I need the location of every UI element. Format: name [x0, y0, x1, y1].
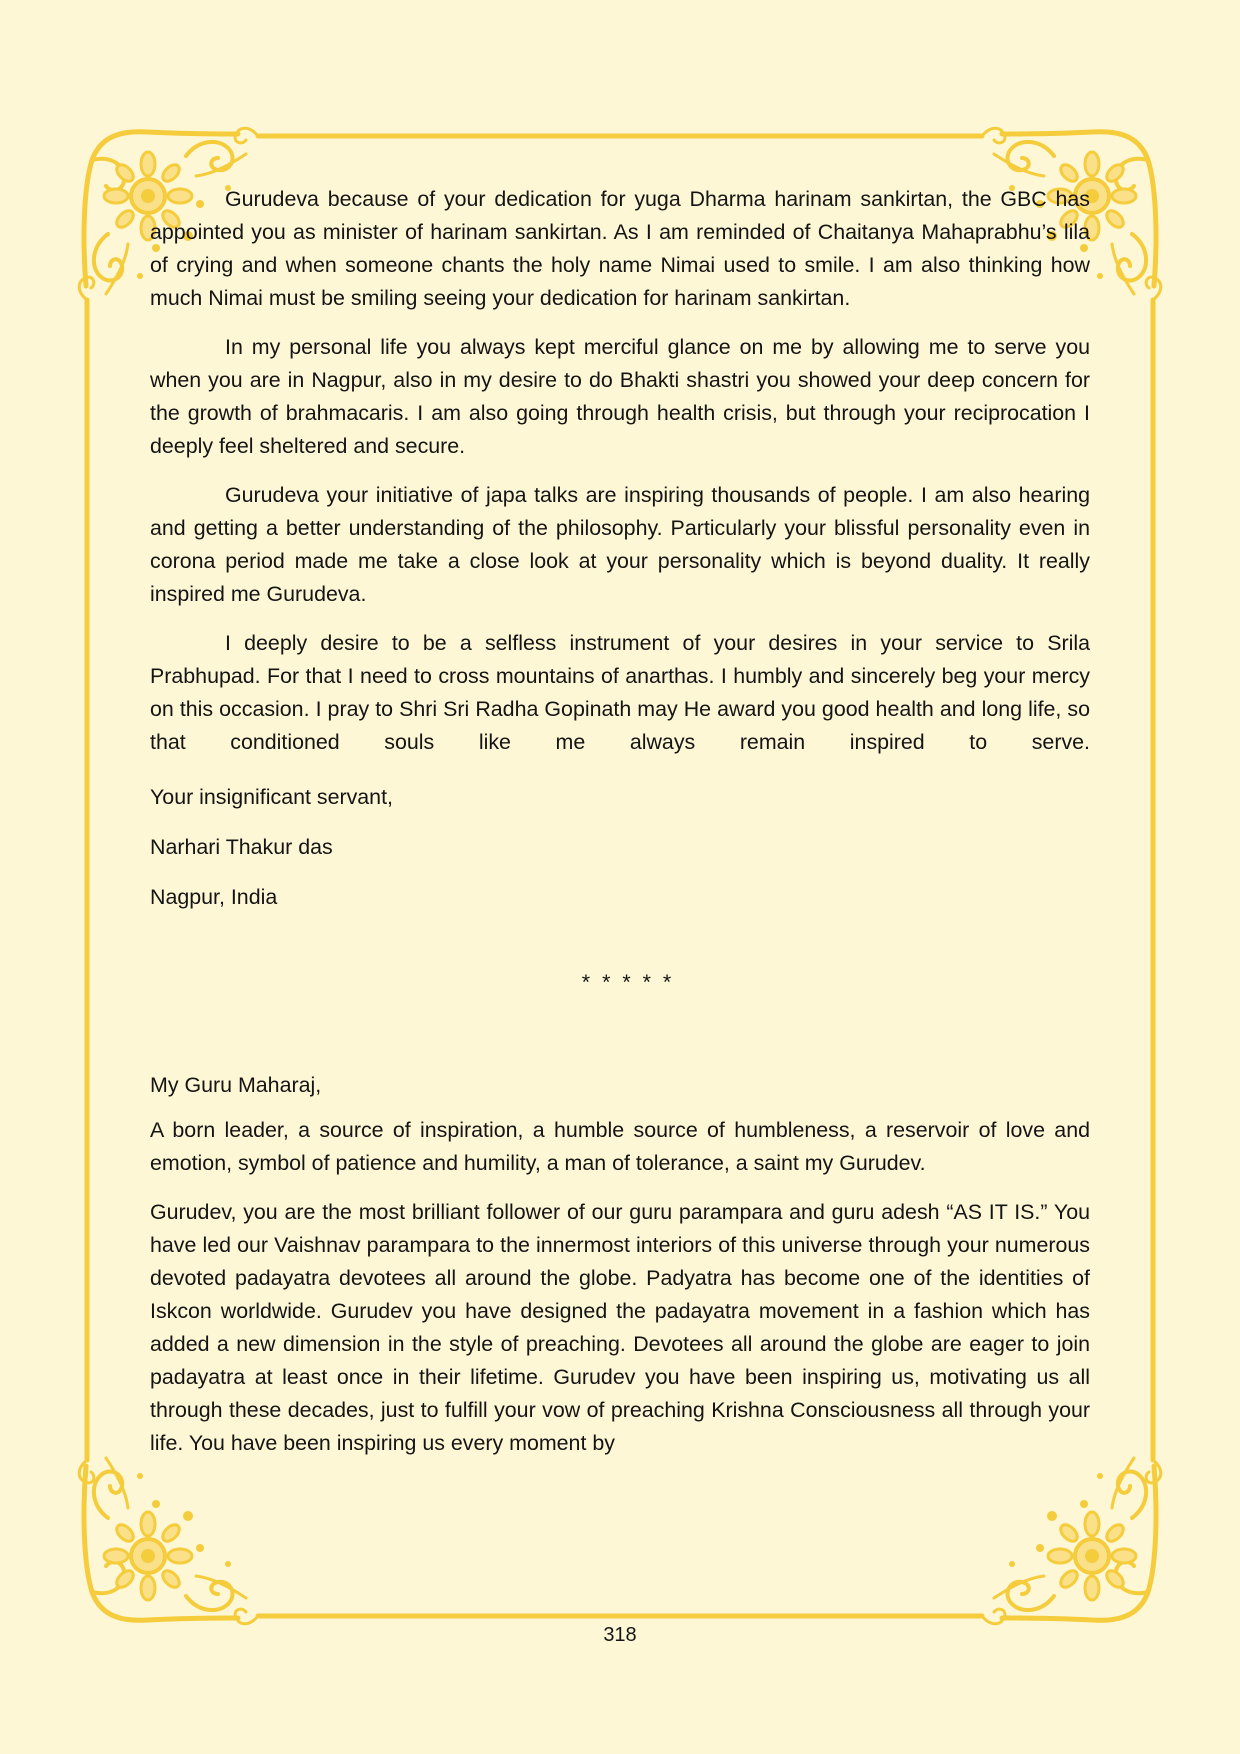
letter-paragraph: I deeply desire to be a selfless instrument of your desires in your service to Srila Prabhupad. For that I need to cross mountains of anarthas. I humbly and sincerely beg your mercy on this occasion. I pray to Shri Sri Radha Gopinath may He award you good health and long life, so that conditioned souls like me always remain inspired to serve.: [150, 631, 1090, 754]
letter-salutation: My Guru Maharaj,: [150, 1073, 322, 1097]
letter-paragraph: In my personal life you always kept merciful glance on me by allowing me to serve you when you are in Nagpur, also in my desire to do Bhakti shastri you showed your deep concern for the growth of brahmacaris. I am also going through health crisis, but through your reciprocation I deeply feel sheltered and secure.: [150, 335, 1090, 458]
floral-corner-icon: [84, 1458, 246, 1620]
letter-location: Nagpur, India: [150, 885, 278, 909]
letter-paragraph: A born leader, a source of inspiration, a humble source of humbleness, a reservoir of love and emotion, symbol of patience and humility, a man of tolerance, a saint my Gurudev.: [150, 1118, 1090, 1175]
letter-signature: Narhari Thakur das: [150, 835, 333, 859]
letter-closing: Your insignificant servant,: [150, 785, 393, 809]
page-number: 318: [603, 1624, 637, 1646]
letter-paragraph: Gurudeva because of your dedication for yuga Dharma harinam sankirtan, the GBC has appointed you as minister of harinam sankirtan. As I am reminded of Chaitanya Mahaprabhu’s lila of crying and when someone chants the holy name Nimai used to smile. I am also thinking how much Nimai must be smiling seeing your dedication for harinam sankirtan.: [150, 187, 1090, 310]
letter-paragraph: Gurudeva your initiative of japa talks are inspiring thousands of people. I am also hearing and getting a better understanding of the philosophy. Particularly your blissful personality even in corona period made me take a close look at your personality which is beyond duality. It really inspired me Gurudeva.: [150, 483, 1090, 606]
letter-my-guru-maharaj: [150, 1069, 1090, 1460]
floral-corner-icon: [994, 1458, 1156, 1620]
letter-narhari-thakur-das: [150, 183, 1090, 914]
letter-paragraph: Gurudev, you are the most brilliant follower of our guru parampara and guru adesh “AS IT IS.” You have led our Vaishnav parampara to the innermost interiors of this universe through your numerous devoted padayatra devotees all around the globe. Padyatra has become one of the identities of Iskcon worldwide. Gurudev you have designed the padayatra movement in a fashion which has added a new dimension in the style of preaching. Devotees all around the globe are eager to join padayatra at least once in their lifetime. Gurudev you have been inspiring us, motivating us all through these decades, just to fulfill your vow of preaching Krishna Consciousness all through your life. You have been inspiring us every moment by: [150, 1200, 1090, 1455]
section-separator: * * * * *: [581, 970, 675, 994]
page-body: [150, 183, 1090, 1476]
